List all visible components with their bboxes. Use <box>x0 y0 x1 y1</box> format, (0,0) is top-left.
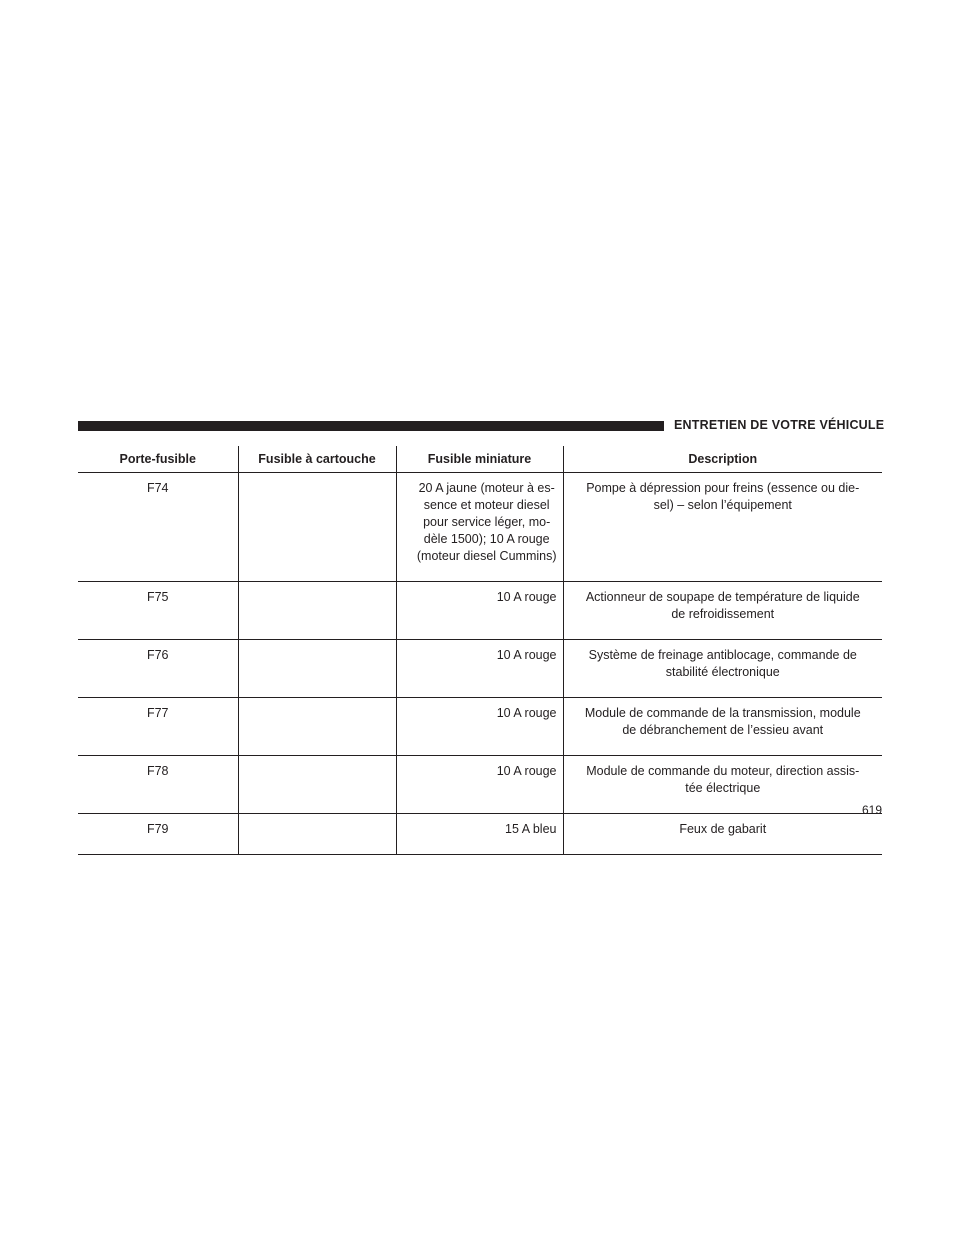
cell-porte-fusible <box>78 473 238 582</box>
table-row <box>78 473 882 582</box>
cell-fusible-cartouche <box>238 756 396 814</box>
cell-porte-fusible-text: F78 <box>146 764 169 778</box>
column-header-fusible-miniature: Fusible miniature <box>396 446 563 473</box>
cell-porte-fusible-text: F75 <box>146 590 169 604</box>
cell-porte-fusible-text: F74 <box>146 481 169 495</box>
cell-fusible-cartouche <box>238 698 396 756</box>
cell-fusible-cartouche <box>238 473 396 582</box>
cell-fusible-miniature <box>396 473 563 582</box>
cell-porte-fusible <box>78 814 238 855</box>
cell-fusible-miniature <box>396 640 563 698</box>
cell-description-text: Feux de gabarit <box>679 822 767 836</box>
table-row <box>78 582 882 640</box>
cell-fusible-miniature-text: 15 A bleu <box>505 822 557 836</box>
cell-fusible-cartouche <box>238 582 396 640</box>
cell-fusible-miniature-text: 10 A rouge <box>496 590 557 604</box>
cell-description <box>563 582 882 640</box>
cell-porte-fusible-text: F79 <box>146 822 169 836</box>
cell-fusible-miniature <box>396 814 563 855</box>
cell-fusible-cartouche <box>238 814 396 855</box>
table-row <box>78 698 882 756</box>
cell-description <box>563 756 882 814</box>
cell-description-text: Actionneur de soupape de température de liquide de refroidissement <box>585 590 860 621</box>
table-row <box>78 756 882 814</box>
cell-description-text: Module de commande de la transmission, module de débranchement de l’essieu avant <box>584 706 861 737</box>
table-body <box>78 473 882 855</box>
cell-description-text: Système de freinage antiblocage, commande de stabilité électronique <box>588 648 857 679</box>
table-row <box>78 814 882 855</box>
cell-fusible-miniature-text: 20 A jaune (moteur à es- sence et moteur diesel pour service léger, mo- dèle 1500); 10 A rouge (moteur diesel Cummins) <box>416 481 557 563</box>
page-number: 619 <box>861 803 882 817</box>
column-header-porte-fusible: Porte-fusible <box>78 446 238 473</box>
cell-fusible-cartouche <box>238 640 396 698</box>
cell-description <box>563 473 882 582</box>
table-row <box>78 640 882 698</box>
cell-fusible-miniature-text: 10 A rouge <box>496 648 557 662</box>
cell-description <box>563 698 882 756</box>
cell-fusible-miniature <box>396 582 563 640</box>
cell-porte-fusible-text: F77 <box>146 706 169 720</box>
cell-porte-fusible <box>78 756 238 814</box>
column-header-description: Description <box>563 446 882 473</box>
cell-fusible-miniature-text: 10 A rouge <box>496 764 557 778</box>
cell-porte-fusible <box>78 640 238 698</box>
section-title: ENTRETIEN DE VOTRE VÉHICULE <box>674 418 885 432</box>
cell-porte-fusible <box>78 698 238 756</box>
cell-description-text: Module de commande du moteur, direction assis- tée électrique <box>586 764 860 795</box>
header-rule <box>78 421 664 431</box>
cell-description <box>563 814 882 855</box>
cell-description-text: Pompe à dépression pour freins (essence ou die- sel) – selon l’équipement <box>586 481 860 512</box>
cell-fusible-miniature <box>396 756 563 814</box>
cell-fusible-miniature <box>396 698 563 756</box>
fuse-table <box>78 446 882 855</box>
column-header-fusible-cartouche: Fusible à cartouche <box>238 446 396 473</box>
cell-fusible-miniature-text: 10 A rouge <box>496 706 557 720</box>
cell-porte-fusible-text: F76 <box>146 648 169 662</box>
cell-description <box>563 640 882 698</box>
table-header-row <box>78 446 882 473</box>
cell-porte-fusible <box>78 582 238 640</box>
